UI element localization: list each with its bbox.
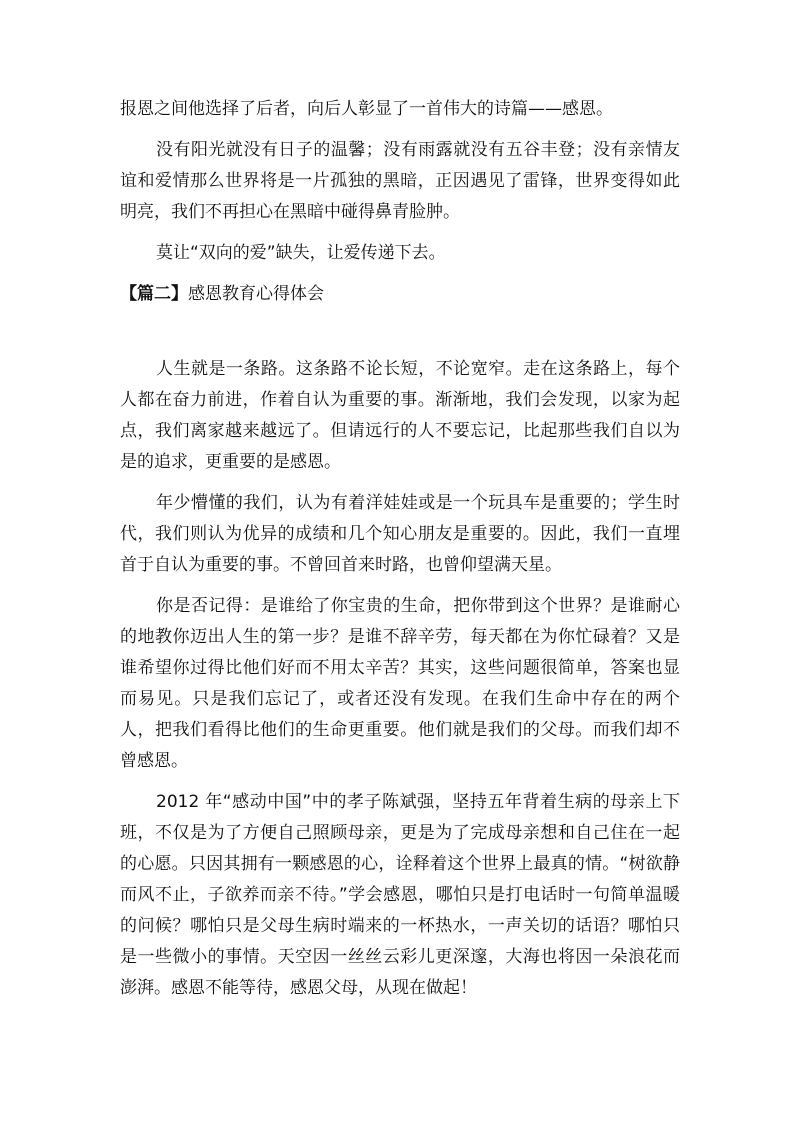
paragraph: 莫让“双向的爱”缺失，让爱传递下去。 — [156, 243, 446, 263]
document-page — [120, 94, 680, 1014]
paragraph: 报恩之间他选择了后者，向后人彰显了一首伟大的诗篇——感恩。 — [120, 99, 613, 119]
section-label: 【篇二】 — [120, 284, 188, 304]
paragraph: 年少懵懂的我们，认为有着洋娃娃或是一个玩具车是重要的；学生时代，我们则认为优异的成绩和几个知心朋友是重要的。因此，我们一直埋首于自认为重要的事。不曾回首来时路，也曾仰望满天星。 — [120, 493, 680, 575]
paragraph: 人生就是一条路。这条路不论长短，不论宽窄。走在这条路上，每个人都在奋力前进，作着自认为重要的事。渐渐地，我们会发现，以家为起点，我们离家越来越远了。但请远行的人不要忘记，比起那些我们自以为是的追求，更重要的是感恩。 — [120, 359, 680, 472]
section-heading — [120, 279, 680, 310]
paragraph: 2012 年“感动中国”中的孝子陈斌强，坚持五年背着生病的母亲上下班，不仅是为了方便自己照顾母亲，更是为了完成母亲想和自己住在一起的心愿。只因其拥有一颗感恩的心，诠释着这个世界上最真的情。“树欲静而风不止，子欲养而亲不待。”学会感恩，哪怕只是打电话时一句简单温暖的问候？哪怕只是父母生病时端来的一杯热水，一声关切的话语？哪怕只是一些微小的事情。天空因一丝丝云彩儿更深邃，大海也将因一朵浪花而澎湃。感恩不能等待，感恩父母，从现在做起！ — [120, 792, 680, 998]
section-title: 感恩教育心得体会 — [188, 284, 324, 304]
paragraph: 你是否记得：是谁给了你宝贵的生命，把你带到这个世界？是谁耐心的地教你迈出人生的第一步？是谁不辞辛劳，每天都在为你忙碌着？又是谁希望你过得比他们好而不用太辛苦？其实，这些问题很简单，答案也显而易见。只是我们忘记了，或者还没有发现。在我们生命中存在的两个人，把我们看得比他们的生命更重要。他们就是我们的父母。而我们却不曾感恩。 — [120, 596, 680, 771]
paragraph: 没有阳光就没有日子的温馨；没有雨露就没有五谷丰登；没有亲情友谊和爱情那么世界将是一片孤独的黑暗，正因遇见了雷锋，世界变得如此明亮，我们不再担心在黑暗中碰得鼻青脸肿。 — [120, 140, 680, 222]
